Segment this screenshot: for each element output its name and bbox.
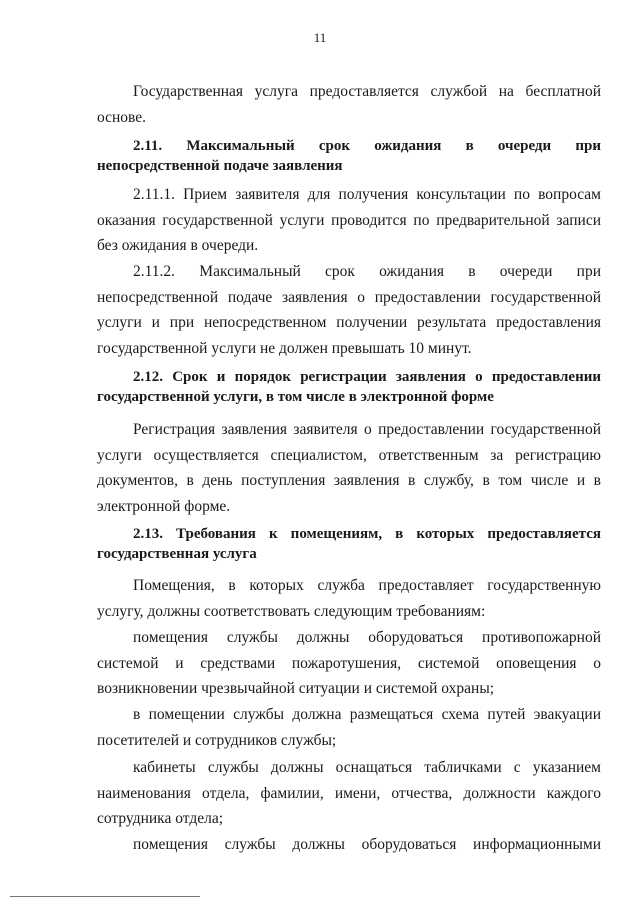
list-item-information-stands: помещения службы должны оборудоваться информационными bbox=[133, 836, 601, 853]
paragraph-2-11-1: 2.11.1. Прием заявителя для получения консультации по вопросам оказания государственной услуги проводится по предварительной записи без ожидания в очереди. bbox=[97, 186, 601, 254]
paragraph-free-of-charge: Государственная услуга предоставляется службой на бесплатной основе. bbox=[97, 83, 601, 126]
page-number: 11 bbox=[313, 30, 327, 45]
list-item-evacuation-scheme: в помещении службы должна размещаться схема путей эвакуации посетителей и сотрудников службы; bbox=[97, 706, 601, 749]
section-heading-2-11: 2.11. Максимальный срок ожидания в очереди при непосредственной подаче заявления bbox=[97, 138, 601, 174]
paragraph-premises-requirements: Помещения, в которых служба предоставляет государственную услугу, должны соответствовать следующим требованиям: bbox=[97, 577, 601, 620]
paragraph-2-11-2: 2.11.2. Максимальный срок ожидания в очереди при непосредственной подаче заявления о предоставлении государственной услуги и при непосредственном получении результата предоставления государственной услуги не должен превышать 10 минут. bbox=[97, 263, 601, 357]
list-item-office-signs: кабинеты службы должны оснащаться табличками с указанием наименования отдела, фамилии, имени, отчества, должности каждого сотрудника отдела; bbox=[97, 759, 601, 827]
section-heading-2-13: 2.13. Требования к помещениям, в которых предоставляется государственная услуга bbox=[97, 526, 601, 562]
footer-rule bbox=[10, 896, 200, 897]
list-item-fire-safety: помещения службы должны оборудоваться противопожарной системой и средствами пожаротушения, системой оповещения о возникновении чрезвычайной ситуации и системой охраны; bbox=[97, 629, 601, 697]
paragraph-registration: Регистрация заявления заявителя о предоставлении государственной услуги осуществляется специалистом, ответственным за регистрацию документов, в день поступления заявления в службу, в том числе и в электронной форме. bbox=[97, 421, 601, 515]
section-heading-2-12: 2.12. Срок и порядок регистрации заявления о предоставлении государственной услуги, в том числе в электронной форме bbox=[97, 369, 601, 405]
